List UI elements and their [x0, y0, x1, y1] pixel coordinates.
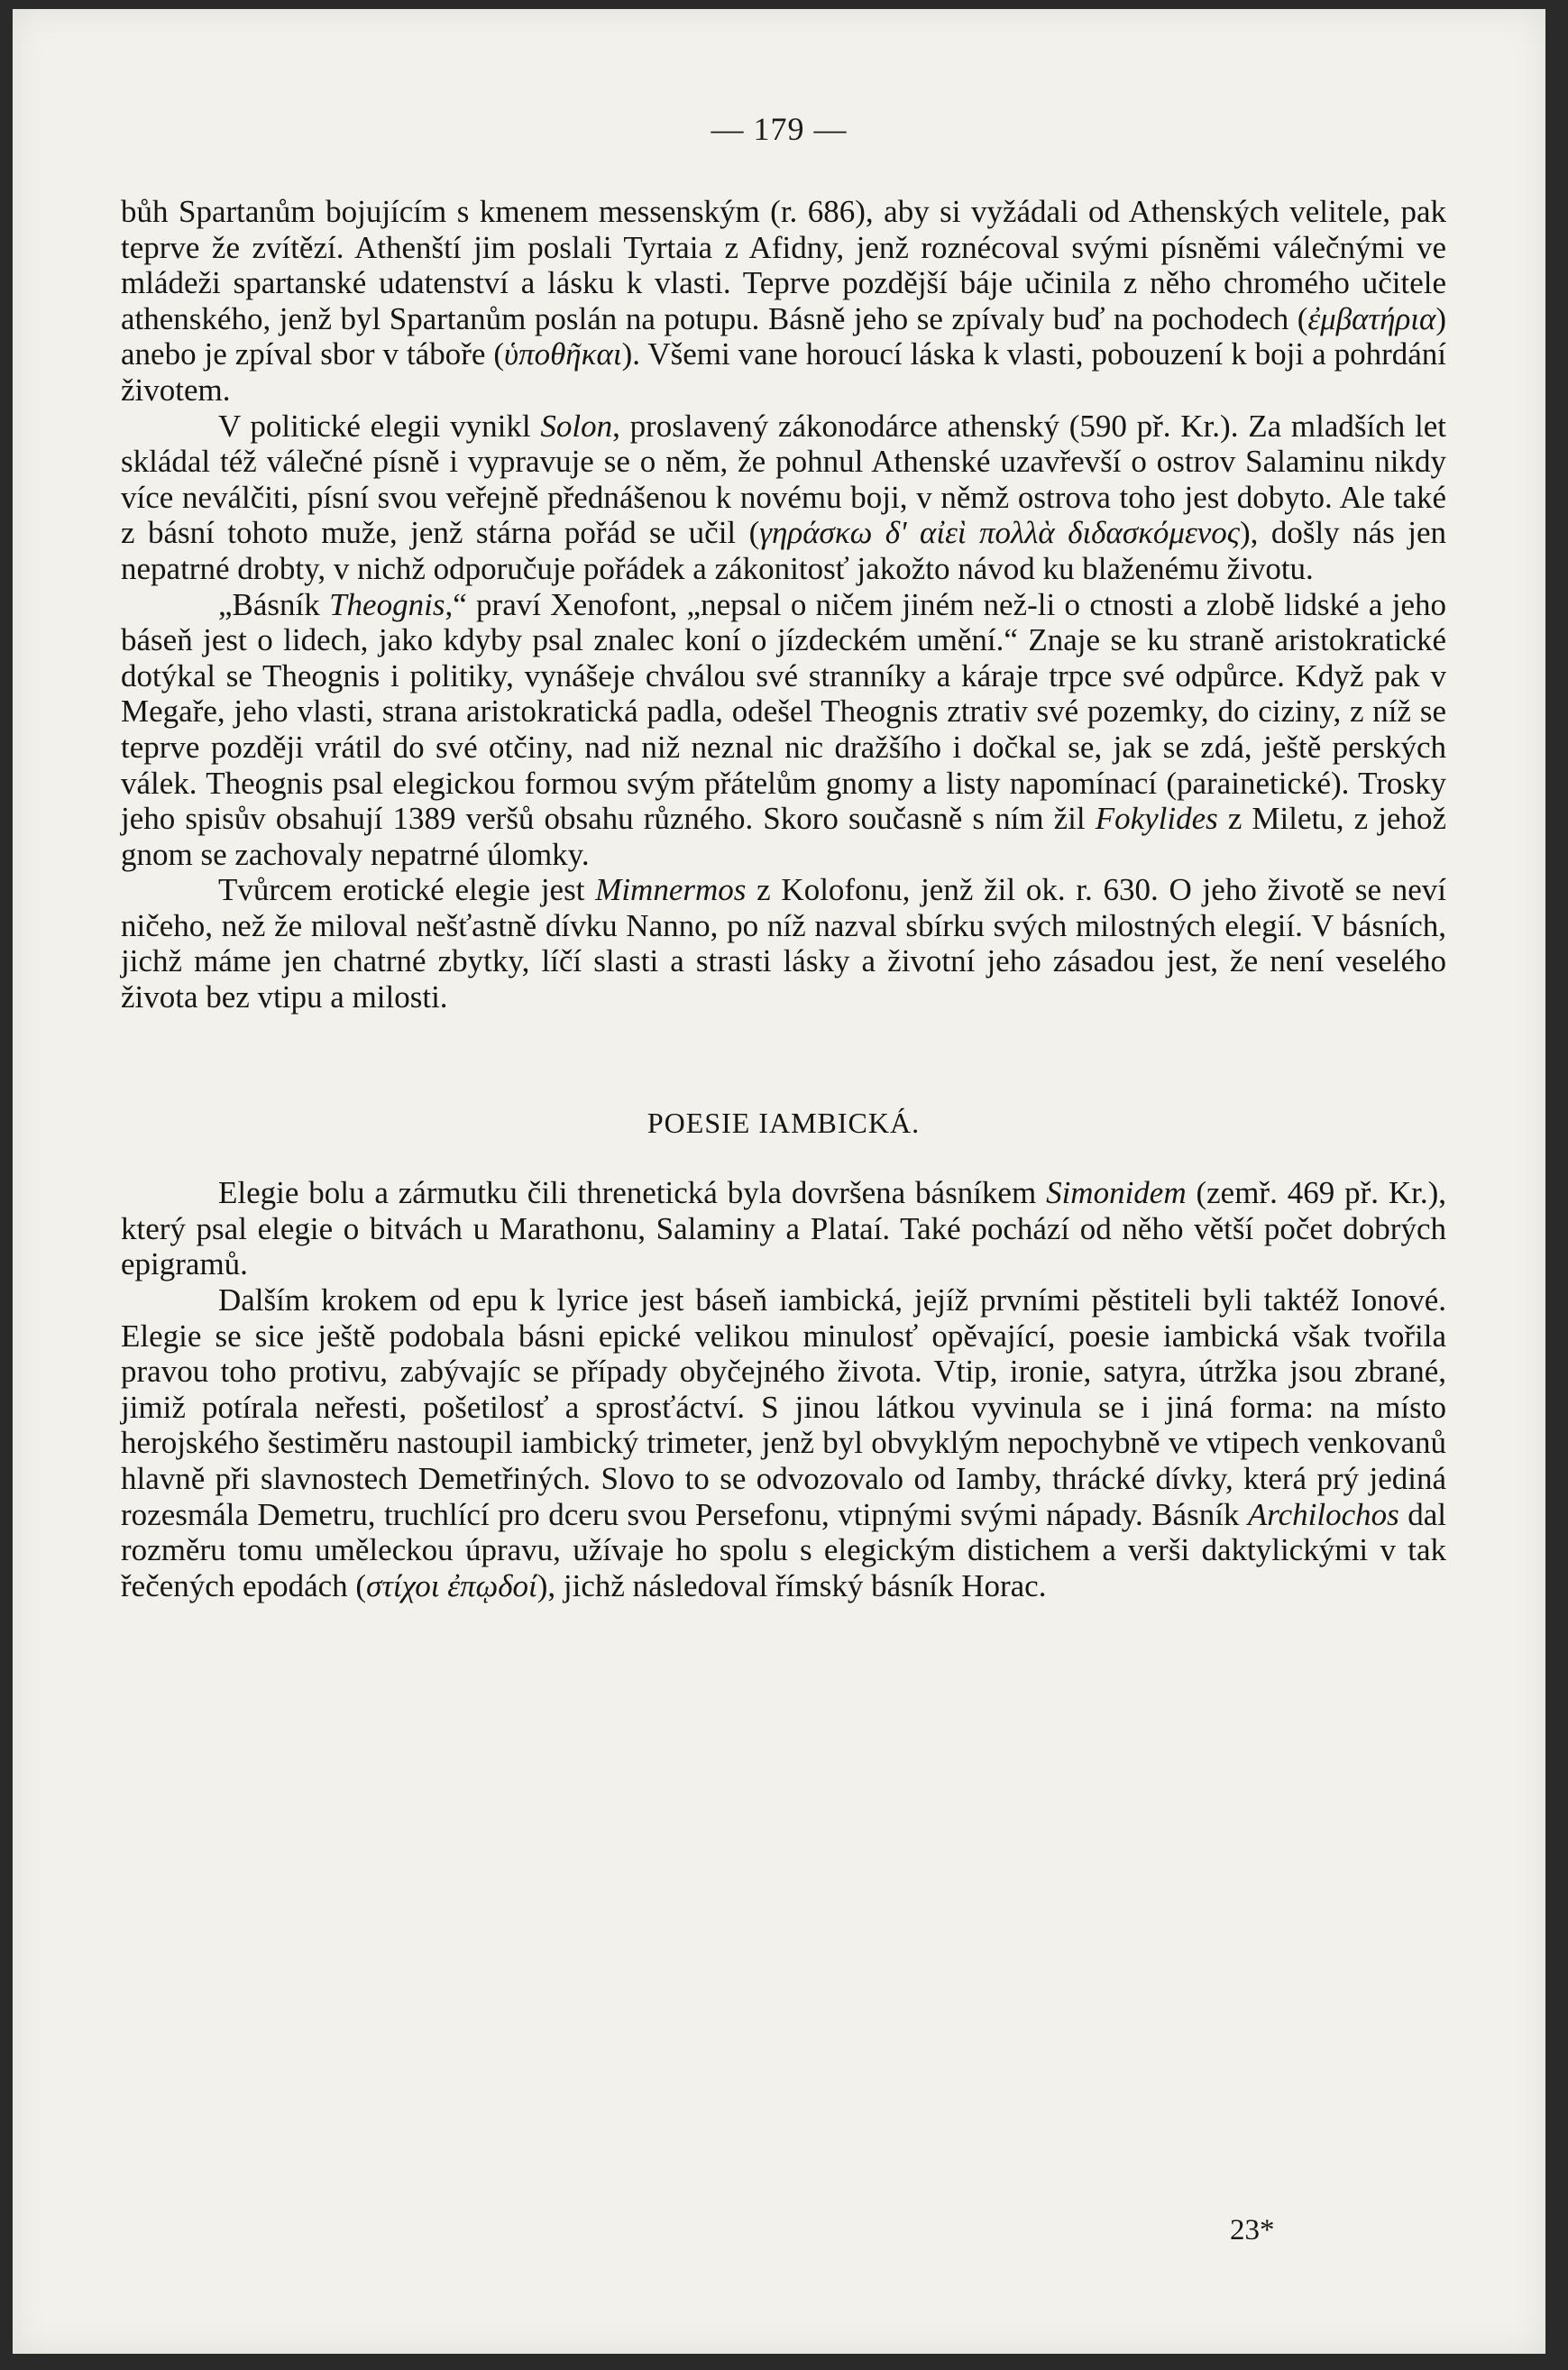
paragraph-tyrtaios: bůh Spartanům bojujícím s kmenem messenským (r. 686), aby si vyžádali od Athenských velitele, pak teprve že zvítězí. Athenští jim poslali Tyrtaia z Afidny, jenž roznécoval svými písněmi válečnými ve mládeži spartanské udatenství a lásku k vlasti. Teprve pozdější báje učinila z něho chromého učitele athenského, jenž byl Spartanům poslán na potupu. Básně jeho se zpívaly buď na pochodech (ἐμβατήρια) anebo je zpíval sbor v táboře (ὑποθῆκαι). Všemi vane horoucí láska k vlasti, pobouzení k boji a pohrdání životem.: [121, 194, 1446, 408]
author-name: Solon: [540, 408, 613, 444]
author-name: Archilochos: [1247, 1496, 1399, 1532]
body-text: [121, 194, 1446, 1603]
greek-quote: γηράσκω δ' αἰεὶ πολλὰ διδασκόμενος: [759, 515, 1240, 551]
greek-term: ἐμβατήρια: [1307, 300, 1436, 336]
author-name: Mimnermos: [595, 872, 747, 908]
greek-term: στίχοι ἐπῳδοί: [366, 1567, 537, 1603]
author-name: Fokylides: [1095, 801, 1218, 837]
paragraph-simonides: Elegie bolu a zármutku čili threnetická byla dovršena básníkem Simonidem (zemř. 469 př. Kr.), který psal elegie o bitvách u Marathonu, Salaminy a Plataí. Také pochází od něho větší počet dobrých epigramů.: [121, 1175, 1446, 1282]
paragraph-iambic: Dalším krokem od epu k lyrice jest báseň iambická, jejíž prvními pěstiteli byli taktéž Ionové. Elegie se sice ještě podobala básni epické velikou minulosť opěvající, poesie iambická však tvořila pravou toho protivu, zabývajíc se případy obyčejného života. Vtip, ironie, satyra, útržka jsou zbrané, jimiž potírala neřesti, pošetilosť a sprosťáctví. S jinou látkou vyvinula se i jiná forma: na místo herojského šestiměru nastoupil iambický trimeter, jenž byl obvyklým nepochybně ve vtipech venkovanů hlavně při slavnostech Demetřiných. Slovo to se odvozovalo od Iamby, thrácké dívky, která prý jediná rozesmála Demetru, truchlící pro dceru svou Persefonu, vtipnými svými nápady. Básník Archilochos dal rozměru tomu uměleckou úpravu, užívaje ho spolu s elegickým distichem a verši daktylickými v tak řečených epodách (στίχοι ἐπῳδοί), jichž následoval římský básník Horac.: [121, 1282, 1446, 1603]
greek-term: ὑποθῆκαι: [504, 336, 622, 372]
section-heading: POESIE IAMBICKÁ.: [646, 1106, 921, 1139]
book-page: [13, 9, 1545, 2354]
signature-mark: 23*: [1230, 2214, 1275, 2246]
paragraph-solon: V politické elegii vynikl Solon, proslavený zákonodárce athenský (590 př. Kr.). Za mladších let skládal též válečné písně i vypravuje se o něm, že pohnul Athenské uzavřevší o ostrov Salaminu nikdy více neválčiti, písní svou veřejně přednášenou k novému boji, v němž ostrova toho jest dobyto. Ale také z básní tohoto muže, jenž stárna pořád se učil (γηράσκω δ' αἰεὶ πολλὰ διδασκόμενος), došly nás jen nepatrné drobty, v nichž odporučuje pořádek a zákonitosť jakožto návod ku blaženému životu.: [121, 408, 1446, 586]
author-name: Theognis: [329, 586, 445, 622]
author-name: Simonidem: [1046, 1175, 1187, 1211]
page-number: — 179 —: [711, 111, 848, 147]
paragraph-theognis: „Básník Theognis,“ praví Xenofont, „nepsal o ničem jiném než-li o ctnosti a zlobě lidské a jeho báseň jest o lidech, jako kdyby psal znalec koní o jízdeckém umění.“ Znaje se ku straně aristokratické dotýkal se Theognis i politiky, vynášeje chválou své stranníky a káraje trpce své odpůrce. Když pak v Megaře, jeho vlasti, strana aristokratická padla, odešel Theognis ztrativ své pozemky, do ciziny, z níž se teprve později vrátil do své otčiny, nad niž neznal nic dražšího i dočkal se, jak se zdá, ještě perských válek. Theognis psal elegickou formou svým přátelům gnomy a listy napomínací (parainetické). Trosky jeho spisův obsahují 1389 veršů obsahu různého. Skoro současně s ním žil Fokylides z Miletu, z jehož gnom se zachovaly nepatrné úlomky.: [121, 586, 1446, 872]
paragraph-mimnermos: Tvůrcem erotické elegie jest Mimnermos z Kolofonu, jenž žil ok. r. 630. O jeho životě se neví ničeho, než že miloval nešťastně dívku Nanno, po níž nazval sbírku svých milostných elegií. V básních, jichž máme jen chatrné zbytky, líčí slasti a strasti lásky a životní jeho zásadou jest, že není veselého života bez vtipu a milosti.: [121, 872, 1446, 1015]
